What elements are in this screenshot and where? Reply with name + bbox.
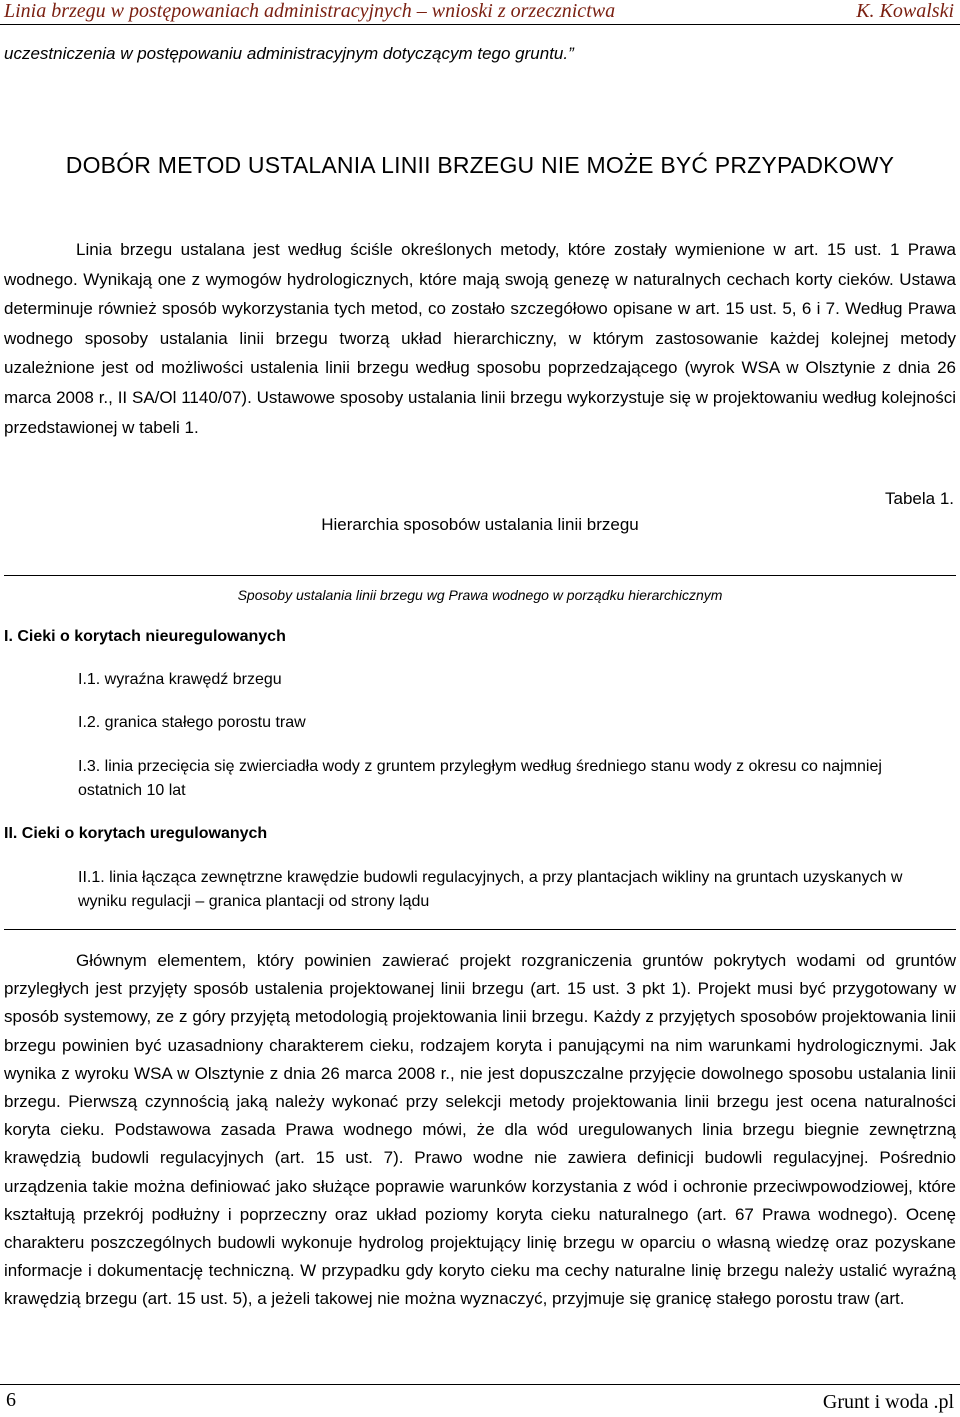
table-item-1-1: I.1. wyraźna krawędź brzegu bbox=[78, 671, 282, 688]
page-footer bbox=[0, 1384, 960, 1417]
table-item-1-2: I.2. granica stałego porostu traw bbox=[78, 714, 306, 731]
table-title: Hierarchia sposobów ustalania linii brzegu bbox=[321, 515, 639, 534]
table-item-1-3: I.3. linia przecięcia się zwierciadła wody z gruntem przyległym według średniego stanu wody z okresu co najmniej ostatnich 10 lat bbox=[78, 758, 882, 799]
page-number: 6 bbox=[6, 1389, 16, 1411]
header-title: Linia brzegu w postępowaniach administracyjnych – wnioski z orzecznictwa bbox=[4, 0, 616, 22]
table-section-1-title: I. Cieki o korytach nieuregulowanych bbox=[4, 628, 286, 645]
table-label: Tabela 1. bbox=[885, 489, 954, 508]
table-section-2-title: II. Cieki o korytach uregulowanych bbox=[4, 825, 268, 842]
paragraph-1: Linia brzegu ustalana jest według ściśle określonych metody, które zostały wymienione w art. 15 ust. 1 Prawa wodnego. Wynikają one z wymogów hydrologicznych, które mają swoją genezę w naturalnych cechach korty cieków. Ustawa determinuje również sposób wykorzystania tych metod, co zostało szczegółowo opisane w art. 15 ust. 5, 6 i 7. Według Prawa wodnego sposoby ustalania linii brzegu tworzą układ hierarchiczny, w którym zastosowanie każdej kolejnej metody uzależnione jest od możliwości ustalenia linii brzegu według sposobu poprzedzającego (wyrok WSA w Olsztynie z dnia 26 marca 2008 r., II SA/Ol 1140/07). Ustawowe sposoby ustalania linii brzegu wykorzystuje się w projektowaniu według kolejności przedstawionej w tabeli 1. bbox=[4, 240, 956, 437]
running-header bbox=[0, 0, 960, 25]
table-item-2-1: II.1. linia łącząca zewnętrzne krawędzie budowli regulacyjnych, a przy plantacjach wikliny na gruntach uzyskanych w wyniku regulacji – granica plantacji od strony lądu bbox=[78, 869, 903, 910]
paragraph-2: Głównym elementem, który powinien zawierać projekt rozgraniczenia gruntów pokrytych wodami od gruntów przyległych jest przyjęty sposób ustalenia projektowanej linii brzegu (art. 15 ust. 3 pkt 1). Projekt musi być przygotowany w sposób systemowy, ze z góry przyjętą metodologią projektowania linii brzegu. Każdy z przyjętych sposobów projektowania linii brzegu powinien być uzasadniony charakterem cieku, rodzajem koryta i panującymi na nim warunkami hydrologicznymi. Jak wynika z wyroku WSA w Olsztynie z dnia 26 marca 2008 r., nie jest dopuszczalne przyjęcie dowolnego sposobu ustalania linii brzegu. Pierwszą czynnością jaką należy wykonać przy selekcji metody projektowania linii brzegu jest ocena naturalności koryta cieku. Podstawowa zasada Prawa wodnego mówi, że dla wód uregulowanych linia brzegu biegnie zewnętrzną krawędzią budowli regulacyjnych (art. 15 ust. 7). Prawo wodne nie zawiera definicji budowli regulacyjnej. Pośrednio urządzenia takie można definiować jako służące poprawie warunków korzystania z wód i ochronie przeciwpowodziowej, które kształtują przekrój podłużny i poprzeczny oraz układ poziomy koryta cieku naturalnego (art. 67 Prawa wodnego). Ocenę charakteru poszczególnych budowli wykonuje hydrolog projektujący linię brzegu w oparciu o własną wiedzę oraz pozyskane informacje i dokumentację techniczną. W przypadku gdy koryto cieku ma cechy naturalne linię brzegu należy ustalić wyraźną krawędzią brzegu (art. 15 ust. 5), a jeżeli takowej nie można wyznaczyć, przyjmuje się granicę stałego porostu traw (art. bbox=[4, 951, 956, 1309]
table-bottom-rule bbox=[4, 929, 956, 930]
table-top-rule bbox=[4, 575, 956, 576]
section-heading: DOBÓR METOD USTALANIA LINII BRZEGU NIE MOŻE BYĆ PRZYPADKOWY bbox=[65, 152, 895, 178]
table-column-header: Sposoby ustalania linii brzegu wg Prawa wodnego w porządku hierarchicznym bbox=[237, 587, 723, 603]
intro-line: uczestniczenia w postępowaniu administracyjnym dotyczącym tego gruntu.” bbox=[4, 44, 574, 63]
footer-brand: Grunt i woda .pl bbox=[822, 1391, 954, 1413]
header-author: K. Kowalski bbox=[856, 0, 954, 22]
